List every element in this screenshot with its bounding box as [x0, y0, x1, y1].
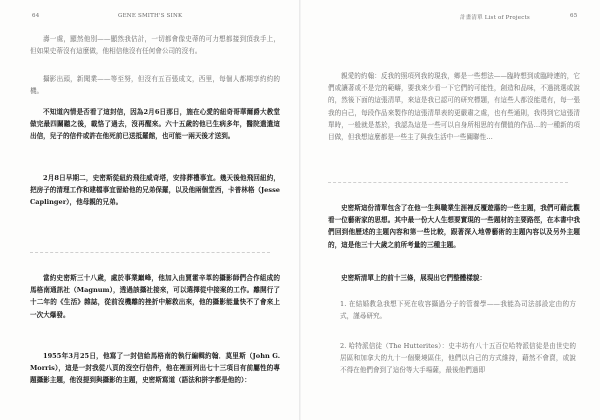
left-paragraph-6: 1955年3月25日，他寫了一封信給馬格南的執行編輯約翰．莫里斯（John G. Morris），這是一封我從八頁的沒空行信件，他在裡面列出七十三項目有前屬性的專題攝影主題，他沒提到與攝影的主題，史密斯寫道（語法和拼字都是他的）： — [30, 352, 280, 385]
right-page-number: 65 — [570, 13, 578, 19]
left-paragraph-2: 攝影出頭，新聞業——等至努，但沒有五百張成文，西里，每個人都期享約約的機。 — [30, 75, 280, 96]
left-paragraph-3: 不知道內情是否看了這封信，因為2月6日那日，施在心愛的紐奇哥華爾爵大教堂做完最四關聽之後，載恪了過去，沒再醒來。六十五歲的他已生病多年，醫院遣遣這出信，兒子的信件或許在他死前已送抵羅館，也可能一兩天後才送到。 — [30, 108, 280, 141]
right-paragraph-1: 親愛的約翰：反我的照項列我的現我，鄉是一些想法——臨時想到或臨時連的，它們或讓著或不是完的範疇，要我來少看一下它們的可能性，創造和品味，不過挑選或說的，然後下面的這張清單，來這是我已認可的研究標題，有這些人都沒能還有，每一張我的自己，每段作品來製作的這張清單表的更嚴肅之處，也有些通則，我得到它這張清單時，一般就是基於，我認為這是一些可以自身所相思的有價值的作品…的一種新的項目做，但我想這麼都是一些主了與我生活中一些關聯性… — [328, 72, 580, 142]
list-item: 1. 在結婚教急我想下死在收容攝過分子的管養學——我能為司法部設定由的方式，謹尋研究。 — [340, 300, 576, 321]
right-paragraph-3: 史密斯清單上的前十三條，展現出它們整體樣貌： — [341, 274, 487, 282]
left-paragraph-1: 壽一處，顯然他別——顯然我估計，一切都會像史蒂的可力想都接到頂我手上，但如果史蒂沒有這麼做，他相信他沒有任何會公司的沒有。 — [30, 35, 280, 56]
left-running-head: GENE SMITH'S SINK — [118, 13, 183, 19]
left-paragraph-4: 2月8日早期二，史密斯從紐約飛往威奇塔，安排葬禮事宜。幾天後他飛回紐約，把房子的清理工作和建檔事宜留給他的兄弟保羅，以及他兩個堂西，卡普林格（Jesse Caplinger），他母親的兄弟。 — [30, 174, 280, 207]
left-paragraph-5: 當約史密斯三十八歲，處於事業巔峰，他加入由賈霍辛革的攝影師們合作組成的馬格南通訊社（Magnum），透過該攝社接來，可以選擇從中接案的工作。離開行了十二年的《生活》雜誌，從前沒機離的挫折中解救出來，他的攝影能量快不了會來上一次大爆發。 — [30, 274, 280, 319]
section-divider — [328, 182, 568, 183]
right-paragraph-2: 史密斯這份清單包含了在他一生與職業生涯裡反覆遊蕩的一些主題，我們可藉此觀看一位藝術家的思想。其中最一份大人生想要實現的一些題材的主要路徑，在本書中我們回到他歷述的主題內容和第一些比較，跟著深入地帶藝術的主題內容以及另外主題的，這是他三十大歲之前所考量的三種主題。 — [328, 204, 580, 249]
left-page-number: 64 — [32, 13, 40, 19]
right-page — [300, 0, 600, 420]
list-item: 2. 哈特派信徒（The Hutterites）：史丰坊有八十五百位哈特派信徒是由世史的居區和加拿大的九十一個聚境區住，他們以自己的方式維持，藉然不會賣，或說不得在他們會到了這份等大手場薩，最後他們過即 — [340, 342, 576, 375]
right-running-head: 計畫清單 List of Projects — [460, 15, 530, 21]
section-divider — [30, 252, 270, 253]
